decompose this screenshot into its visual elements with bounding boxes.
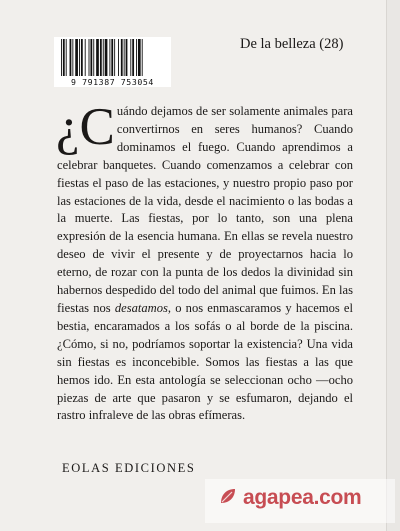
barcode-bar [105, 39, 108, 76]
barcode-bar [114, 39, 115, 76]
series-title: De la belleza (28) [240, 36, 344, 52]
barcode-bar [103, 39, 104, 76]
barcode-bar [138, 39, 141, 76]
agapea-leaf-icon [218, 486, 238, 506]
barcode-bar [81, 39, 83, 76]
barcode-bar [79, 39, 80, 76]
barcode-bar [63, 39, 65, 76]
barcode-bar [124, 39, 125, 76]
barcode-bar [61, 39, 62, 76]
barcode-bar [109, 39, 110, 76]
barcode-bar [136, 39, 137, 76]
barcode-bar [96, 39, 99, 76]
barcode-bar [130, 39, 131, 76]
barcode-bar [132, 39, 134, 76]
publisher-name: EOLAS EDICIONES [62, 461, 196, 475]
watermark [205, 479, 395, 523]
blurb-segment-3: , o nos enmascaramos y hacemos el bestia, encaramados a los sofás o al borde de la piscina. ¿Cómo, si no, podríamos soportar la existencia? Una vida sin fiestas es inconcebible. Somos las fiestas a las que hemos ido. En esta antología se seleccionan ocho —ocho piezas de arte que pasaron y se esfumaron, dejando el rastro infraleve de las obras efímeras. [57, 300, 353, 423]
barcode-bar [72, 39, 73, 76]
barcode-bars [60, 39, 165, 76]
blurb-text [56, 98, 353, 425]
drop-cap: ¿C [56, 98, 115, 156]
watermark-text: agapea.com [243, 486, 362, 509]
isbn-barcode [54, 37, 171, 87]
barcode-bar [100, 39, 102, 76]
barcode-bar [111, 39, 113, 76]
barcode-bar [93, 39, 94, 76]
blurb-paragraph [56, 98, 353, 425]
barcode-bar [90, 39, 92, 76]
barcode-bar [66, 39, 67, 76]
barcode-bar [89, 39, 90, 76]
barcode-bar [70, 39, 72, 76]
barcode-bar [142, 39, 143, 76]
barcode-bar [121, 39, 123, 76]
barcode-bar [85, 39, 86, 76]
blurb-italic-word: desatamos [114, 300, 168, 315]
barcode-bar [75, 39, 78, 76]
blurb-segment-1: uándo dejamos de ser solamente animales para convertirnos en seres humanos? Cuando dominamos el fuego. Cuando aprendimos a celebrar banquetes. Cuando comenzamos a celebrar con fiestas el paso de las estaciones, y nuestro propio paso por las estaciones de la vida, desde el nacimiento o las bodas a la muerte. Las fiestas, por lo tanto, son una plena expresión de la esencia humana. En ellas se revela nuestro deseo de vivir el presente y de proyectarnos hacia lo eterno, de rozar con la punta de los dedos la divinidad sin habernos despedido del todo del animal que fuimos. En las fiestas nos [57, 104, 353, 315]
isbn-number: 9 791387 753054 [71, 77, 154, 87]
barcode-bar [118, 39, 119, 76]
barcode-bar [126, 39, 128, 76]
